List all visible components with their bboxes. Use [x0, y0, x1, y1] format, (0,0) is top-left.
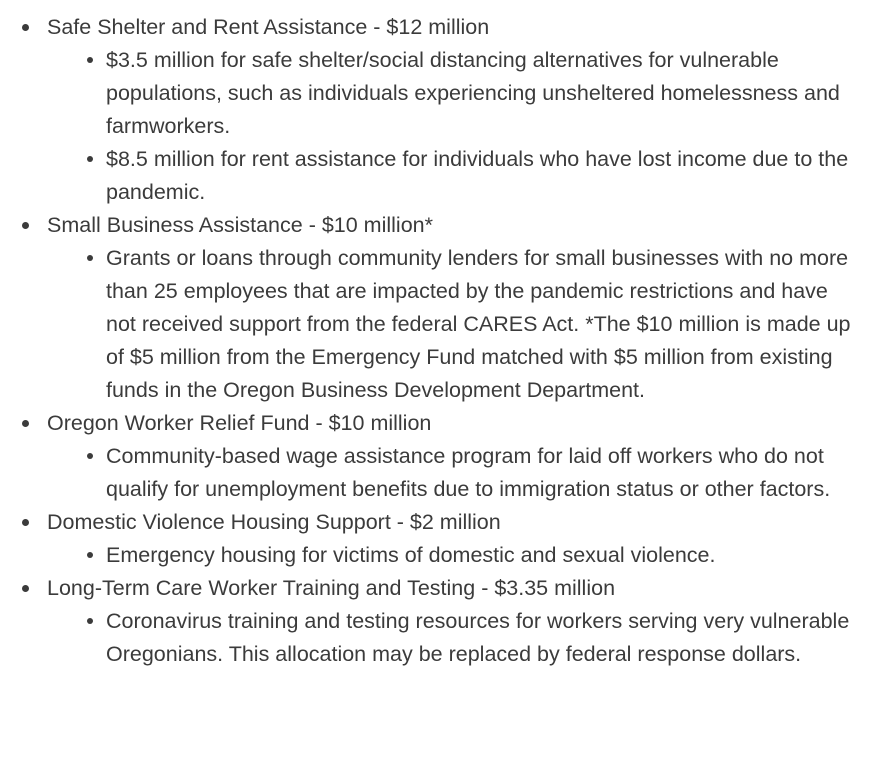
list-item-long-term-care [0, 572, 869, 671]
list-item-domestic-violence [0, 506, 869, 572]
item-detail: $3.5 million for safe shelter/social distancing alternatives for vulnerable populations, such as individuals experiencing unsheltered homelessness and farmworkers. [106, 48, 840, 138]
item-heading: Oregon Worker Relief Fund - $10 million [47, 411, 432, 435]
item-detail: Emergency housing for victims of domestic and sexual violence. [106, 543, 716, 567]
item-detail: Community-based wage assistance program for laid off workers who do not qualify for unemployment benefits due to immigration status or other factors. [106, 444, 831, 501]
funding-list [0, 11, 869, 671]
sub-list-item [47, 44, 869, 143]
item-heading: Domestic Violence Housing Support - $2 million [47, 510, 501, 534]
bullet-icon [87, 255, 93, 261]
bullet-icon [22, 222, 29, 229]
sub-list-item [47, 539, 869, 572]
item-heading: Small Business Assistance - $10 million* [47, 213, 433, 237]
item-detail: $8.5 million for rent assistance for individuals who have lost income due to the pandemic. [106, 147, 849, 204]
item-detail: Coronavirus training and testing resources for workers serving very vulnerable Oregonians. This allocation may be replaced by federal response dollars. [106, 609, 850, 666]
sub-list-item [47, 242, 869, 407]
bullet-icon [87, 453, 93, 459]
sub-list [47, 44, 869, 209]
item-heading: Long-Term Care Worker Training and Testing - $3.35 million [47, 576, 616, 600]
bullet-icon [22, 519, 29, 526]
bullet-icon [87, 618, 93, 624]
list-item-safe-shelter [0, 11, 869, 209]
list-item-worker-relief [0, 407, 869, 506]
list-item-small-business [0, 209, 869, 407]
sub-list-item [47, 143, 869, 209]
bullet-icon [22, 420, 29, 427]
bullet-icon [22, 585, 29, 592]
sub-list [47, 440, 869, 506]
sub-list [47, 242, 869, 407]
sub-list [47, 539, 869, 572]
bullet-icon [87, 57, 93, 63]
bullet-icon [87, 552, 93, 558]
sub-list-item [47, 605, 869, 671]
sub-list-item [47, 440, 869, 506]
bullet-icon [87, 156, 93, 162]
sub-list [47, 605, 869, 671]
item-detail: Grants or loans through community lenders for small businesses with no more than 25 employees that are impacted by the pandemic restrictions and have not received support from the federal CARES Act. *The $10 million is made up of $5 million from the Emergency Fund matched with $5 million from existing funds in the Oregon Business Development Department. [106, 246, 851, 402]
bullet-icon [22, 24, 29, 31]
item-heading: Safe Shelter and Rent Assistance - $12 million [47, 15, 490, 39]
